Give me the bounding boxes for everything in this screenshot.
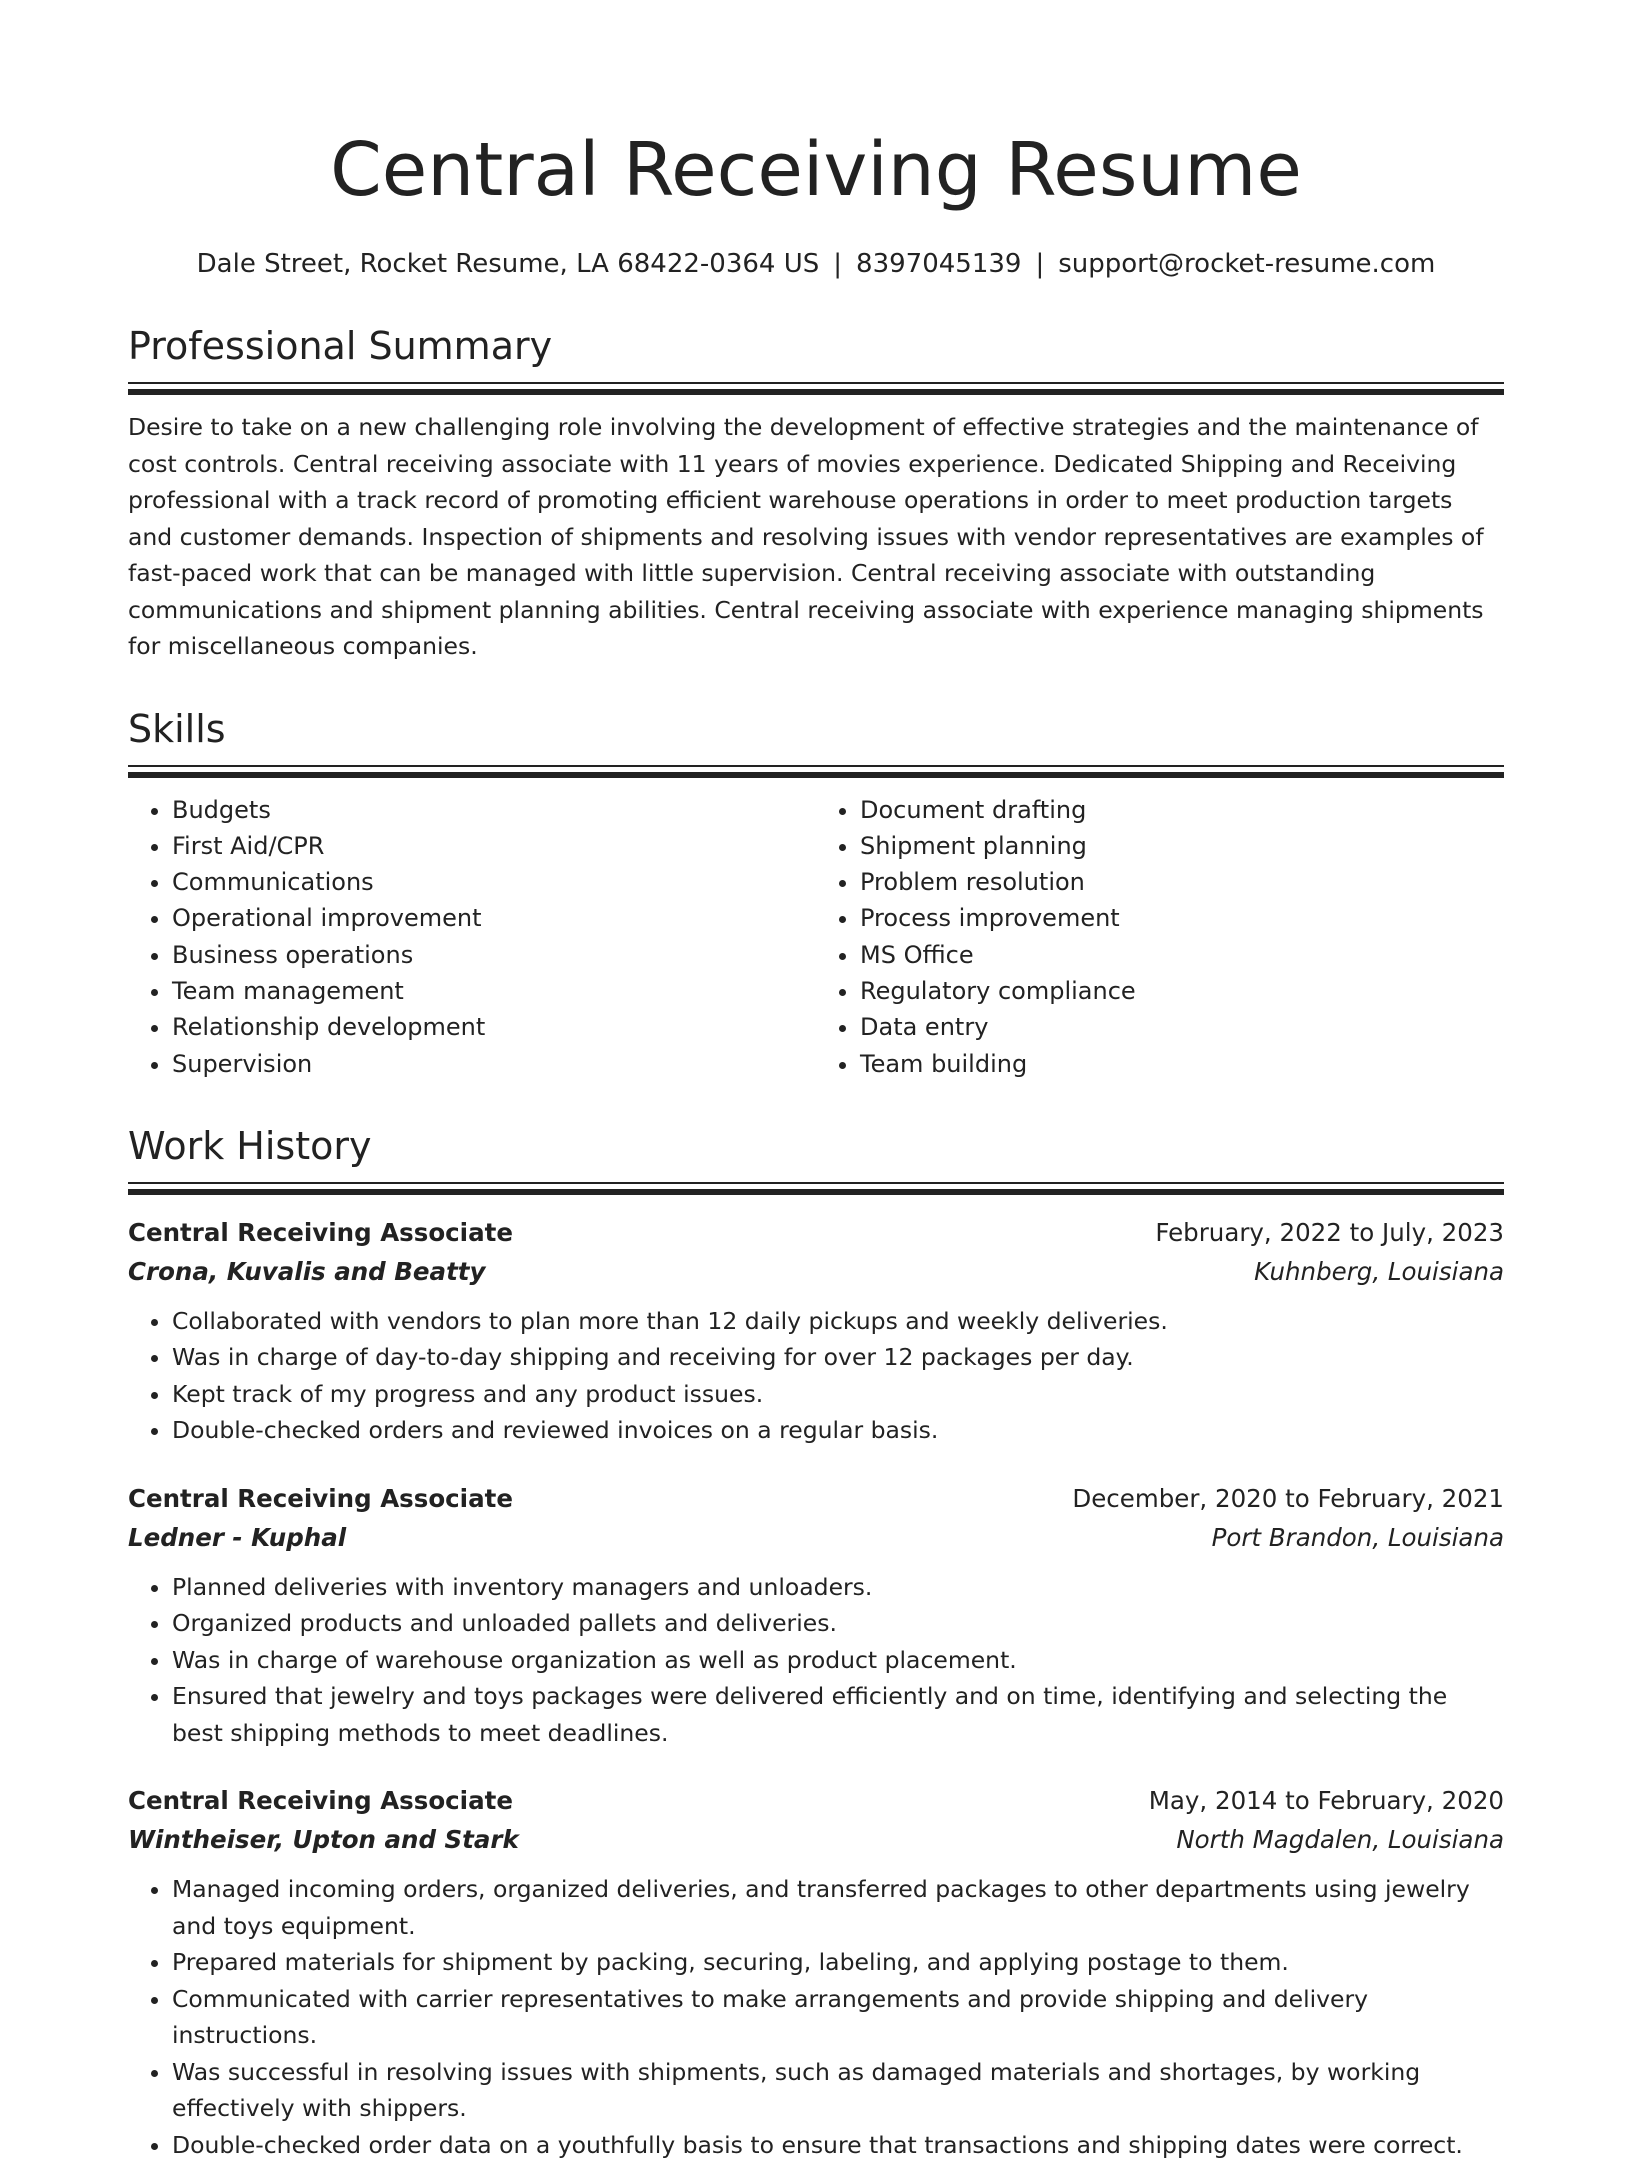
skill-item: • Supervision [172,1046,816,1082]
skill-item: • Problem resolution [860,864,1504,900]
job-company-row [128,1820,1504,1859]
job-company: Crona, Kuvalis and Beatty [128,1256,486,1286]
skill-item: • Team building [860,1046,1504,1082]
skill-item: • Operational improvement [172,900,816,936]
job-title-row [128,1781,1504,1820]
job-title: Central Receiving Associate [128,1786,513,1816]
job-bullet: • Organized products and unloaded pallets and deliveries. [172,1605,1504,1642]
job-company: Wintheiser, Upton and Stark [128,1825,519,1855]
job-bullet: • Kept track of my progress and any product issues. [172,1376,1504,1413]
section-heading-summary: Professional Summary [128,324,553,368]
skills-column-left [128,792,816,1082]
job-bullet: • Was in charge of day-to-day shipping and receiving for over 12 packages per day. [172,1339,1504,1376]
job-company-row [128,1518,1504,1557]
contact-line [128,246,1504,282]
section-divider [128,765,1504,778]
contact-separator: | [1035,249,1045,279]
job-title-row [128,1479,1504,1518]
job-bullet: • Communicated with carrier representatives to make arrangements and provide shipping and delivery instructions. [172,1981,1504,2054]
job-company-row [128,1252,1504,1291]
skill-item: • MS Office [860,937,1504,973]
section-heading-skills: Skills [128,706,226,751]
contact-address: Dale Street, Rocket Resume, LA 68422-0364 US [196,249,820,279]
section-divider [128,1182,1504,1195]
job-dates: May, 2014 to February, 2020 [1148,1786,1504,1816]
job-entry [128,1213,1504,1449]
job-entry [128,1781,1504,2163]
skill-item: • Team management [172,973,816,1009]
job-bullet: • Was in charge of warehouse organization as well as product placement. [172,1642,1504,1679]
contact-email: support@rocket-resume.com [1058,249,1436,279]
skill-item: • Business operations [172,937,816,973]
section-heading-work: Work History [128,1123,372,1168]
job-title: Central Receiving Associate [128,1483,513,1513]
skills-column-right [816,792,1504,1082]
resume-title: Central Receiving Resume [330,127,1302,213]
skill-item: • Document drafting [860,792,1504,828]
skill-item: • First Aid/CPR [172,828,816,864]
skill-item: • Relationship development [172,1009,816,1045]
work-history-list [128,1213,1504,2163]
job-bullets [128,1871,1504,2163]
skill-item: • Process improvement [860,900,1504,936]
job-company: Ledner - Kuphal [128,1522,347,1552]
skill-item: • Budgets [172,792,816,828]
summary-text: Desire to take on a new challenging role involving the development of effective strategies and the maintenance of cost controls. Central receiving associate with 11 years of movies experience. Dedicated Shipping and Receiving professional with a track record of promoting efficient warehouse operations in order to meet production targets and customer demands. Inspection of shipments and resolving issues with vendor representatives are examples of fast-paced work that can be managed with little supervision. Central receiving associate with outstanding communications and shipment planning abilities. Central receiving associate with experience managing shipments for miscellaneous companies. [128,413,1484,660]
job-location: Port Brandon, Louisiana [1211,1522,1504,1552]
skill-item: • Data entry [860,1009,1504,1045]
job-bullet: • Ensured that jewelry and toys packages were delivered efficiently and on time, identifying and selecting the best shipping methods to meet deadlines. [172,1678,1504,1751]
job-bullet: • Double-checked order data on a youthfully basis to ensure that transactions and shipping dates were correct. [172,2127,1504,2163]
skill-item: • Communications [172,864,816,900]
skill-item: • Regulatory compliance [860,973,1504,1009]
job-location: North Magdalen, Louisiana [1176,1825,1504,1855]
job-bullets [128,1569,1504,1752]
job-bullets [128,1303,1504,1449]
job-dates: February, 2022 to July, 2023 [1155,1217,1504,1247]
skills-list [128,792,1504,1082]
job-dates: December, 2020 to February, 2021 [1072,1483,1504,1513]
contact-phone: 8397045139 [856,249,1022,279]
job-bullet: • Was successful in resolving issues with shipments, such as damaged materials and shortages, by working effectively with shippers. [172,2054,1504,2127]
job-title-row [128,1213,1504,1252]
skill-item: • Shipment planning [860,828,1504,864]
job-title: Central Receiving Associate [128,1217,513,1247]
contact-separator: | [833,249,843,279]
section-divider [128,382,1504,395]
job-location: Kuhnberg, Louisiana [1254,1256,1504,1286]
job-bullet: • Double-checked orders and reviewed invoices on a regular basis. [172,1412,1504,1449]
job-bullet: • Prepared materials for shipment by packing, securing, labeling, and applying postage to them. [172,1944,1504,1981]
job-bullet: • Planned deliveries with inventory managers and unloaders. [172,1569,1504,1606]
job-bullet: • Managed incoming orders, organized deliveries, and transferred packages to other departments using jewelry and toys equipment. [172,1871,1504,1944]
job-entry [128,1479,1504,1752]
job-bullet: • Collaborated with vendors to plan more than 12 daily pickups and weekly deliveries. [172,1303,1504,1340]
